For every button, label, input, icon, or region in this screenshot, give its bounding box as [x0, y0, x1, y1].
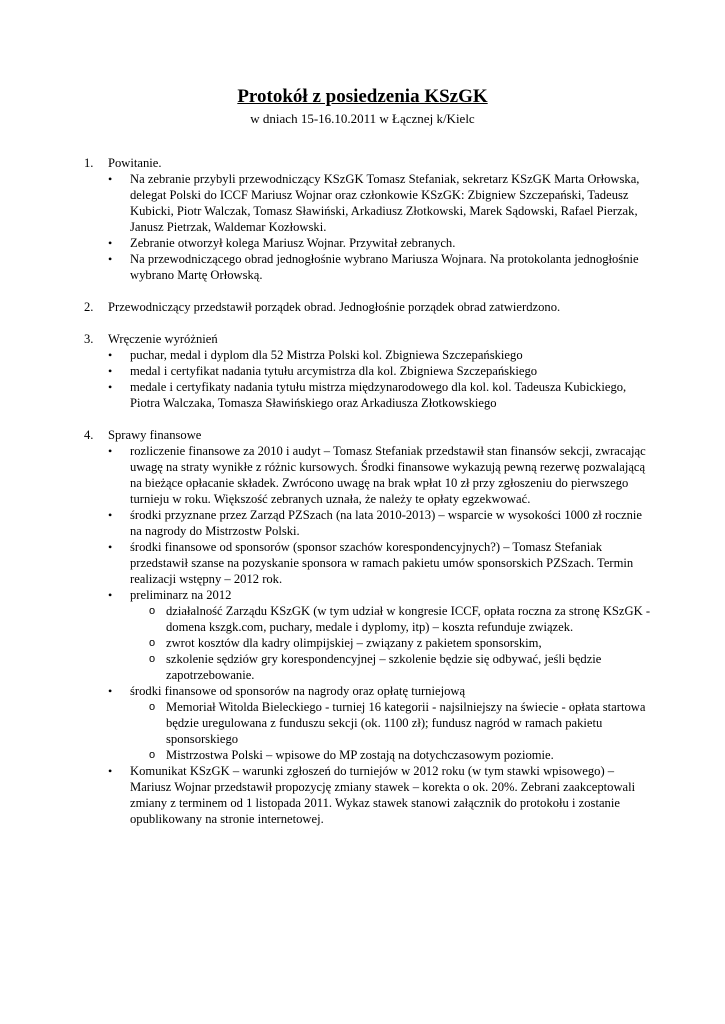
list-item-text: środki przyznane przez Zarząd PZSzach (na lata 2010-2013) – wsparcie w wysokości 1000 zł rocznie na nagrody do Mistrzostw Polski.: [130, 508, 642, 538]
list-item: [130, 539, 654, 587]
section-2: [84, 299, 654, 315]
list-item-text: medale i certyfikaty nadania tytułu mistrza międzynarodowego dla kol. kol. Tadeusza Kubickiego, Piotra Walczaka, Tomasza Sławińskiego oraz Arkadiusza Złotkowskiego: [130, 380, 627, 410]
section-1: [84, 155, 654, 283]
section-number: 3.: [84, 332, 94, 346]
list-item: [130, 363, 654, 379]
list-item: [130, 587, 654, 683]
bullet-list: [108, 443, 654, 827]
sub-list-item: o Mistrzostwa Polski – wpisowe do MP zostają na dotychczasowym poziomie.: [166, 747, 654, 763]
section-heading: Powitanie.: [108, 156, 162, 170]
list-item: [130, 507, 654, 539]
sub-list-item: o Memoriał Witolda Bieleckiego - turniej 16 kategorii - najsilniejszy na świecie - opłata startowa będzie uregulowana z funduszu sekcji (ok. 1100 zł); fundusz nagród w ramach pakietu sponsorskiego: [166, 699, 654, 747]
list-item-text: puchar, medal i dyplom dla 52 Mistrza Polski kol. Zbigniewa Szczepańskiego: [130, 348, 523, 362]
list-item-text: Zebranie otworzył kolega Mariusz Wojnar. Przywitał zebranych.: [130, 236, 456, 250]
sub-bullet-list: [130, 699, 654, 763]
document-title: Protokół z posiedzenia KSzGK: [237, 86, 488, 107]
document-subtitle: w dniach 15-16.10.2011 w Łącznej k/Kielc: [250, 111, 475, 126]
list-item: [130, 379, 654, 411]
list-item: [130, 171, 654, 235]
list-item-text: rozliczenie finansowe za 2010 i audyt – Tomasz Stefaniak przedstawił stan finansów sekcji, zwracając uwagę na straty wynikłe z różnic kursowych. Środki finansowe wykazują pewną rezerwę pozwalającą na bieżące opłacanie składek. Zwrócono uwagę na brak wpłat 10 zł przy zgłoszeniu do pierwszego turnieju w roku. Większość zebranych uznała, że należy te opłaty egzekwować.: [130, 444, 646, 506]
list-item-text: środki finansowe od sponsorów na nagrody oraz opłatę turniejową: [130, 684, 466, 698]
section-heading: Wręczenie wyróżnień: [108, 332, 218, 346]
list-item-text: środki finansowe od sponsorów (sponsor szachów korespondencyjnych?) – Tomasz Stefaniak przedstawił szanse na pozyskanie sponsora w ramach pakietu umów sponsorskich PZSzach. Termin realizacji wstępny – 2012 rok.: [130, 540, 634, 586]
list-item-text: preliminarz na 2012: [130, 588, 232, 602]
section-number: 2.: [84, 300, 94, 314]
list-item-text: Na przewodniczącego obrad jednogłośnie wybrano Mariusza Wojnara. Na protokolanta jednogłośnie wybrano Martę Orłowską.: [130, 252, 639, 282]
list-item: [130, 683, 654, 763]
list-item-text: Komunikat KSzGK – warunki zgłoszeń do turniejów w 2012 roku (w tym stawki wpisowego) – Mariusz Wojnar przedstawił propozycję zmiany stawek – korekta o ok. 20%. Zebrani zaakceptowali zmiany z terminem od 1 listopada 2011. Wykaz stawek stanowi załącznik do protokołu i zostanie opublikowany na stronie internetowej.: [130, 764, 636, 826]
list-item: [130, 251, 654, 283]
section-number: 4.: [84, 428, 94, 442]
document-body: [84, 155, 654, 843]
section-4: [84, 427, 654, 827]
sub-list-item: o działalność Zarządu KSzGK (w tym udział w kongresie ICCF, opłata roczna za stronę KSzGK - domena kszgk.com, puchary, medale i dyplomy, itp) – koszta refunduje związek.: [166, 603, 654, 635]
sub-bullet-list: [130, 603, 654, 683]
sub-list-item: o zwrot kosztów dla kadry olimpijskiej – związany z pakietem sponsorskim,: [166, 635, 654, 651]
section-heading: Przewodniczący przedstawił porządek obrad. Jednogłośnie porządek obrad zatwierdzono.: [108, 300, 561, 314]
list-item: [130, 347, 654, 363]
list-item-text: Na zebranie przybyli przewodniczący KSzGK Tomasz Stefaniak, sekretarz KSzGK Marta Orłowska, delegat Polski do ICCF Mariusz Wojnar oraz członkowie KSzGK: Zbigniew Szczepański, Tadeusz Kubicki, Piotr Walczak, Tomasz Sławiński, Arkadiusz Złotkowski, Marek Sądowski, Rafael Pierzak, Janusz Pietrzak, Waldemar Kozłowski.: [130, 172, 640, 234]
sub-list-item: o szkolenie sędziów gry korespondencyjnej – szkolenie będzie się odbywać, jeśli będzie zapotrzebowanie.: [166, 651, 654, 683]
section-number: 1.: [84, 156, 94, 170]
list-item-text: medal i certyfikat nadania tytułu arcymistrza dla kol. Zbigniewa Szczepańskiego: [130, 364, 538, 378]
section-3: [84, 331, 654, 411]
bullet-list: [108, 347, 654, 411]
section-heading: Sprawy finansowe: [108, 428, 202, 442]
list-item: [130, 235, 654, 251]
list-item: [130, 443, 654, 507]
list-item: [130, 763, 654, 827]
bullet-list: [108, 171, 654, 283]
